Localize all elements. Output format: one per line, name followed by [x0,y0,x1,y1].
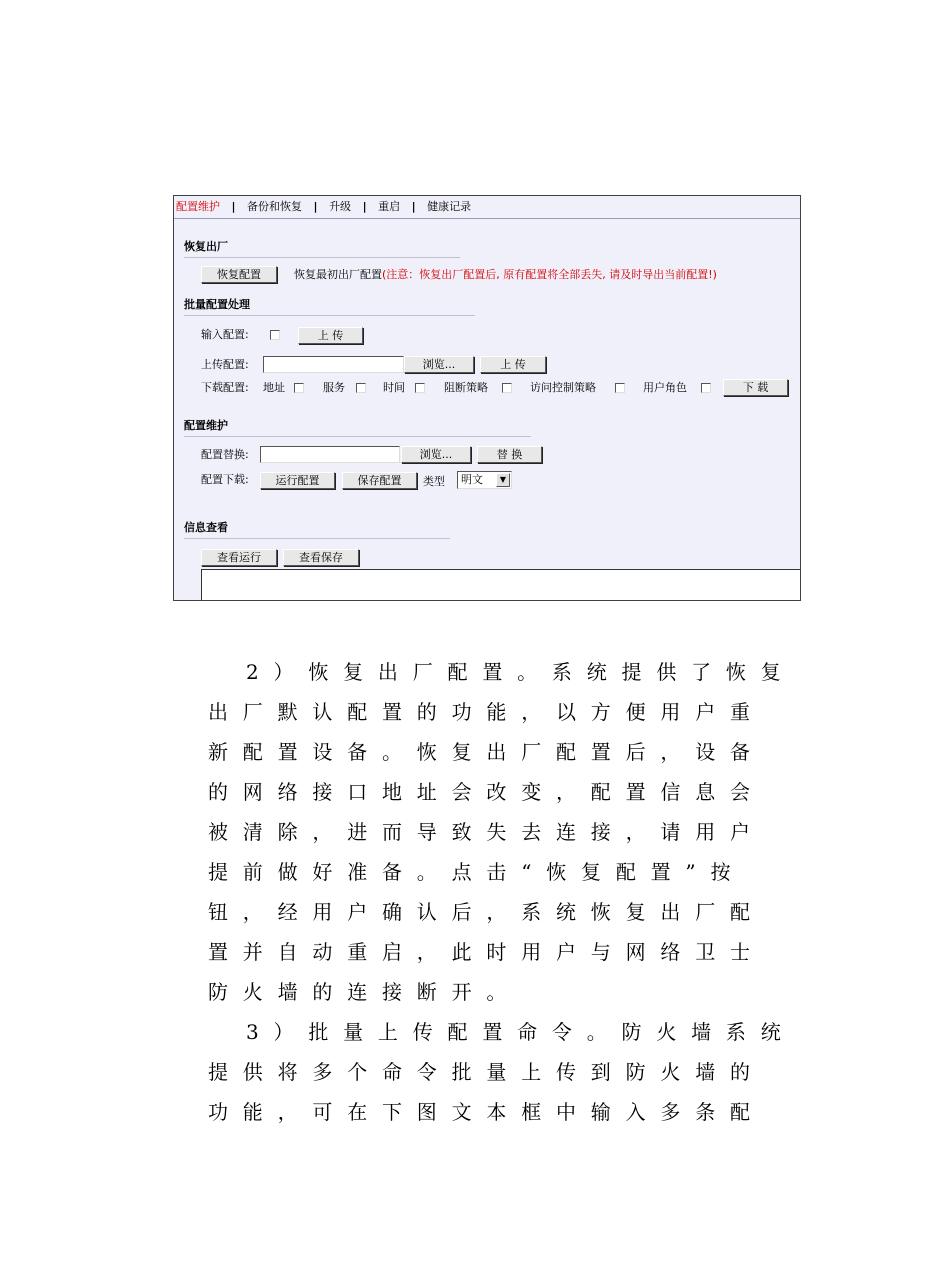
text-line: 置并自动重启，此时用户与网络卫士 [208,940,765,964]
input-config-checkbox[interactable] [270,330,280,340]
text-line: 出厂默认配置的功能，以方便用户重 [208,700,765,724]
running-config-button[interactable]: 运行配置 [260,472,335,489]
paragraph-restore-factory [208,652,798,1012]
text-line: 3）批量上传配置命令。防火墙系统 [246,1020,796,1044]
restore-config-button[interactable]: 恢复配置 [201,266,277,283]
tab-config-maintenance[interactable]: 配置维护 [176,200,220,213]
download-opt-block-checkbox[interactable] [502,383,512,393]
tab-upgrade[interactable]: 升级 [329,200,352,213]
download-config-label: 下载配置: [201,381,249,394]
section-title-factory: 恢复出厂 [184,238,460,258]
browse-button[interactable]: 浏览... [404,356,474,373]
download-opt-address-checkbox[interactable] [294,383,304,393]
text-line: 钮，经用户确认后，系统恢复出厂配 [208,900,765,924]
download-opt-time-checkbox[interactable] [415,383,425,393]
text-line: 的网络接口地址会改变，配置信息会 [208,780,765,804]
text-line: 提前做好准备。点击“恢复配置”按 [208,860,746,884]
section-title-batch: 批量配置处理 [184,296,475,316]
tab-backup-restore[interactable]: 备份和恢复 [247,200,303,213]
download-opt-block-label: 阻断策略 [444,381,488,394]
config-download-label: 配置下载: [201,473,249,486]
view-saved-button[interactable]: 查看保存 [283,549,359,566]
factory-warning: (注意：恢复出厂配置后, 原有配置将全部丢失, 请及时导出当前配置!) [382,268,717,281]
view-running-button[interactable]: 查看运行 [201,549,277,566]
text-line: 被清除，进而导致失去连接，请用户 [208,820,765,844]
download-opt-time-label: 时间 [383,381,405,394]
factory-desc-line [294,267,717,283]
tab-separator: | [313,200,318,213]
download-button[interactable]: 下 载 [723,379,788,396]
text-line: 2）恢复出厂配置。系统提供了恢复 [246,660,796,684]
download-opt-service-checkbox[interactable] [356,383,366,393]
tab-separator: | [411,200,416,213]
type-select[interactable] [457,471,512,489]
text-line: 新配置设备。恢复出厂配置后，设备 [208,740,765,764]
upload-config-label: 上传配置: [201,358,249,371]
chevron-down-icon[interactable]: ▼ [496,473,510,487]
tab-separator: | [362,200,367,213]
paragraph-batch-upload [208,1012,798,1132]
tab-bar [174,196,800,219]
replace-config-label: 配置替换: [201,448,249,461]
saved-config-button[interactable]: 保存配置 [342,472,417,489]
section-title-maintenance: 配置维护 [184,417,531,437]
download-opt-acl-label: 访问控制策略 [530,381,596,394]
type-label: 类型 [423,475,445,488]
upload-config-button[interactable]: 上 传 [480,356,546,373]
download-opt-acl-checkbox[interactable] [615,383,625,393]
section-title-info: 信息查看 [184,519,450,539]
config-screenshot [173,195,801,601]
factory-desc: 恢复最初出厂配置 [294,268,382,281]
info-output-box[interactable] [201,569,801,601]
tab-health-log[interactable]: 健康记录 [427,200,472,213]
tab-separator: | [231,200,236,213]
tab-reboot[interactable]: 重启 [378,200,401,213]
text-line: 提供将多个命令批量上传到防火墙的 [208,1060,765,1084]
upload-button[interactable]: 上 传 [298,327,363,344]
type-select-value: 明文 [461,473,483,486]
download-opt-address-label: 地址 [263,381,285,394]
download-opt-role-label: 用户角色 [643,381,687,394]
text-line: 防火墙的连接断开。 [208,980,522,1004]
text-line: 功能，可在下图文本框中输入多条配 [208,1100,765,1124]
replace-config-input[interactable] [260,446,400,463]
download-opt-role-checkbox[interactable] [701,383,711,393]
replace-button[interactable]: 替 换 [477,446,542,463]
upload-config-input[interactable] [263,356,404,373]
download-opt-service-label: 服务 [323,381,345,394]
replace-browse-button[interactable]: 浏览... [401,446,471,463]
input-config-label: 输入配置: [201,328,249,341]
